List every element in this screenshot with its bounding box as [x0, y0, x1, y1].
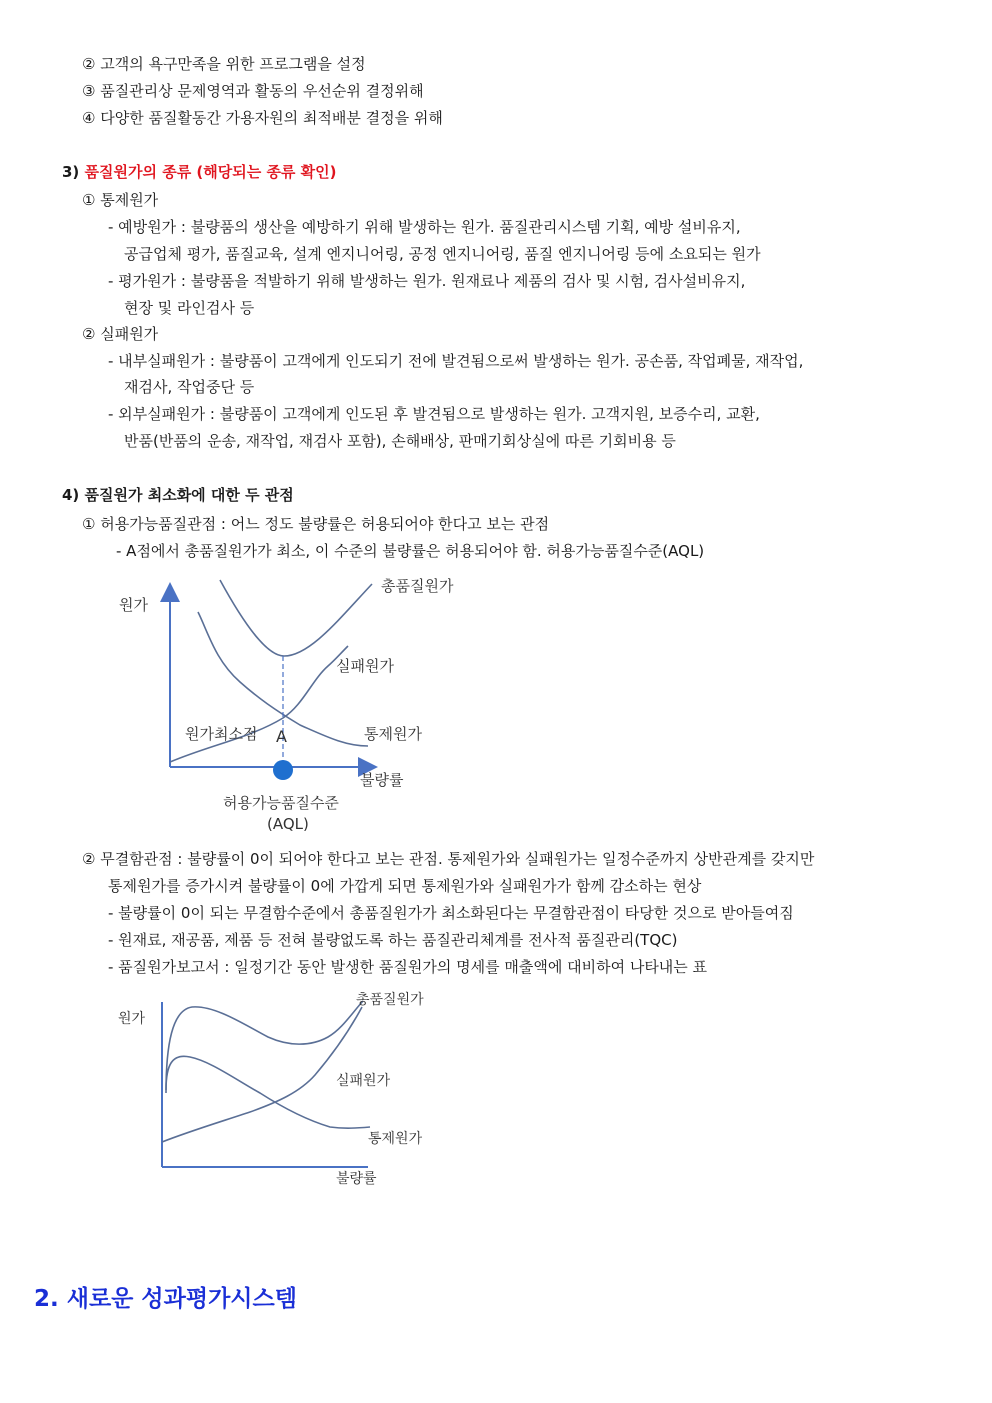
section-3-number: 3): [62, 163, 80, 181]
text-line: - 외부실패원가 : 불량품이 고객에게 인도된 후 발견됨으로 발생하는 원가. 고객지원, 보증수리, 교환,: [108, 405, 760, 423]
list-item: ④ 다양한 품질활동간 가용자원의 최적배분 결정을 위해: [82, 109, 443, 127]
total-cost-curve: [220, 580, 372, 656]
text-line: 재검사, 작업중단 등: [124, 378, 255, 396]
failure-cost-curve: [170, 646, 348, 762]
list-item: ③ 품질관리상 문제영역과 활동의 우선순위 결정위해: [82, 82, 424, 100]
aql-label: 허용가능품질수준: [223, 794, 339, 812]
aql-cost-diagram: [100, 570, 480, 840]
list-item: ② 고객의 욕구만족을 위한 프로그램을 설정: [82, 55, 366, 73]
sub-heading: ② 실패원가: [82, 325, 159, 343]
total-cost-label: 총품질원가: [381, 577, 454, 595]
aql-marker: [273, 760, 293, 780]
text-line: - A점에서 총품질원가가 최소, 이 수준의 불량률은 허용되어야 함. 허용가능품질수준(AQL): [116, 542, 705, 560]
sub-heading: ① 허용가능품질관점 : 어느 정도 불량률은 허용되어야 한다고 보는 관점: [82, 515, 550, 533]
y-axis-label: 원가: [119, 596, 148, 614]
text-line: 통제원가를 증가시켜 불량률이 0에 가깝게 되면 통제원가와 실패원가가 함께 감소하는 현상: [108, 877, 702, 895]
point-a-label: A: [276, 727, 287, 746]
text-line: 공급업체 평가, 품질교육, 설계 엔지니어링, 공정 엔지니어링, 품질 엔지니어링 등에 소요되는 원가: [124, 245, 761, 263]
text-line: 반품(반품의 운송, 재작업, 재검사 포함), 손해배상, 판매기회상실에 따른 기회비용 등: [124, 432, 676, 450]
zero-defect-cost-diagram: [100, 985, 460, 1190]
control-cost-label: 통제원가: [368, 1131, 423, 1147]
text-line: 현장 및 라인검사 등: [124, 299, 255, 317]
sub-heading: ② 무결함관점 : 불량률이 0이 되어야 한다고 보는 관점. 통제원가와 실패원가는 일정수준까지 상반관계를 갖지만: [82, 850, 815, 868]
section-3-title: 품질원가의 종류 (해당되는 종류 확인): [84, 163, 337, 181]
text-line: - 불량률이 0이 되는 무결함수준에서 총품질원가가 최소화된다는 무결함관점이 타당한 것으로 받아들여짐: [108, 904, 794, 922]
total-cost-label: 총품질원가: [356, 992, 424, 1008]
text-line: - 예방원가 : 불량품의 생산을 예방하기 위해 발생하는 원가. 품질관리시스템 기획, 예방 설비유지,: [108, 218, 741, 236]
x-axis-label: 불량률: [360, 771, 404, 789]
aql-abbrev-label: (AQL): [267, 815, 309, 833]
text-line: - 원재료, 재공품, 제품 등 전혀 불량없도록 하는 품질관리체계를 전사적 품질관리(TQC): [108, 931, 678, 949]
text-line: - 품질원가보고서 : 일정기간 동안 발생한 품질원가의 명세를 매출액에 대비하여 나타내는 표: [108, 958, 708, 976]
section-4-number: 4): [62, 486, 80, 504]
section-3-heading: [62, 162, 336, 182]
x-axis-label: 불량률: [336, 1171, 377, 1187]
section-2-heading: 2. 새로운 성과평가시스템: [34, 1286, 297, 1312]
failure-cost-label: 실패원가: [336, 657, 394, 675]
failure-cost-label: 실패원가: [336, 1073, 391, 1089]
total-cost-curve: [166, 1001, 363, 1093]
y-axis-label: 원가: [118, 1011, 146, 1027]
failure-cost-curve: [162, 1007, 362, 1142]
min-point-label: 원가최소점: [185, 725, 258, 743]
section-4-heading: [62, 485, 294, 505]
text-line: - 내부실패원가 : 불량품이 고객에게 인도되기 전에 발견됨으로써 발생하는 원가. 공손품, 작업폐물, 재작업,: [108, 352, 804, 370]
control-cost-label: 통제원가: [364, 725, 422, 743]
section-4-title: 품질원가 최소화에 대한 두 관점: [84, 486, 294, 504]
sub-heading: ① 통제원가: [82, 191, 159, 209]
control-cost-curve: [166, 1056, 370, 1128]
text-line: - 평가원가 : 불량품을 적발하기 위해 발생하는 원가. 원재료나 제품의 검사 및 시험, 검사설비유지,: [108, 272, 746, 290]
